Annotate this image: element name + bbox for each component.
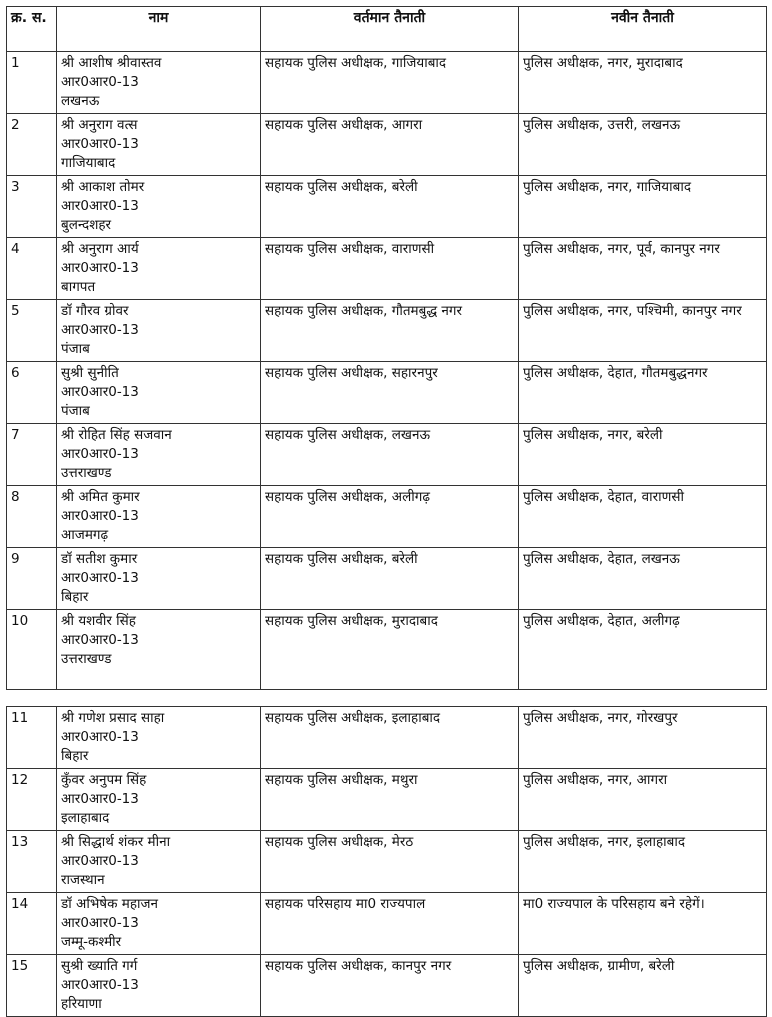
current-posting: सहायक पुलिस अधीक्षक, लखनऊ	[265, 427, 431, 443]
officer-name: श्री अमित कुमार	[61, 489, 140, 505]
officer-name: श्री आकाश तोमर	[61, 179, 145, 195]
new-posting-cell	[519, 769, 767, 831]
table-row	[7, 486, 767, 548]
current-posting-cell	[261, 176, 519, 238]
serial-number-cell	[7, 238, 57, 300]
officer-name: सुश्री सुनीति	[61, 365, 119, 381]
officer-name: श्री अनुराग आर्य	[61, 241, 139, 257]
officer-batch: आर0आर0-13	[61, 136, 139, 152]
current-posting-cell	[261, 362, 519, 424]
officer-batch: आर0आर0-13	[61, 260, 139, 276]
serial-number: 8	[11, 489, 20, 505]
header-serial: क्र. स.	[7, 7, 57, 52]
new-posting: पुलिस अधीक्षक, देहात, लखनऊ	[523, 551, 680, 567]
officer-home-state: बागपत	[61, 279, 96, 295]
officer-home-state: पंजाब	[61, 341, 90, 357]
new-posting-cell	[519, 424, 767, 486]
officer-cell	[57, 52, 261, 114]
officer-cell	[57, 955, 261, 1017]
officer-cell	[57, 831, 261, 893]
serial-number: 12	[11, 772, 29, 788]
officer-home-state: बिहार	[61, 589, 89, 605]
new-posting: पुलिस अधीक्षक, नगर, पश्चिमी, कानपुर नगर	[523, 303, 742, 319]
current-posting: सहायक पुलिस अधीक्षक, आगरा	[265, 117, 423, 133]
current-posting: सहायक परिसहाय मा0 राज्यपाल	[265, 896, 426, 912]
officer-cell	[57, 893, 261, 955]
table-row	[7, 300, 767, 362]
current-posting: सहायक पुलिस अधीक्षक, बरेली	[265, 179, 418, 195]
serial-number: 14	[11, 896, 29, 912]
current-posting: सहायक पुलिस अधीक्षक, अलीगढ़	[265, 489, 430, 505]
officer-name: श्री यशवीर सिंह	[61, 613, 136, 629]
current-posting: सहायक पुलिस अधीक्षक, मथुरा	[265, 772, 418, 788]
serial-number-cell	[7, 300, 57, 362]
serial-number: 15	[11, 958, 29, 974]
header-current-posting: वर्तमान तैनाती	[261, 7, 519, 52]
serial-number: 5	[11, 303, 20, 319]
officer-cell	[57, 176, 261, 238]
table-header-row	[7, 7, 767, 52]
officer-name: श्री रोहित सिंह सजवान	[61, 427, 172, 443]
new-posting: पुलिस अधीक्षक, देहात, गौतमबुद्धनगर	[523, 365, 708, 381]
serial-number-cell	[7, 176, 57, 238]
new-posting: पुलिस अधीक्षक, नगर, पूर्व, कानपुर नगर	[523, 241, 720, 257]
header-name: नाम	[57, 7, 261, 52]
table-row	[7, 424, 767, 486]
transfer-table-part-2	[6, 706, 767, 1017]
current-posting-cell	[261, 831, 519, 893]
serial-number-cell	[7, 955, 57, 1017]
officer-name: श्री अनुराग वत्स	[61, 117, 138, 133]
officer-name: सुश्री ख्याति गर्ग	[61, 958, 138, 974]
new-posting-cell	[519, 176, 767, 238]
new-posting: पुलिस अधीक्षक, नगर, बरेली	[523, 427, 663, 443]
table-row	[7, 176, 767, 238]
officer-batch: आर0आर0-13	[61, 853, 139, 869]
current-posting: सहायक पुलिस अधीक्षक, इलाहाबाद	[265, 710, 441, 726]
table-row	[7, 769, 767, 831]
officer-name: श्री आशीष श्रीवास्तव	[61, 55, 162, 71]
officer-batch: आर0आर0-13	[61, 384, 139, 400]
table-row	[7, 238, 767, 300]
table-row	[7, 893, 767, 955]
officer-name: श्री सिद्धार्थ शंकर मीना	[61, 834, 171, 850]
officer-home-state: इलाहाबाद	[61, 810, 110, 826]
officer-home-state: हरियाणा	[61, 996, 102, 1012]
officer-batch: आर0आर0-13	[61, 570, 139, 586]
officer-cell	[57, 114, 261, 176]
new-posting-cell	[519, 486, 767, 548]
table-row	[7, 52, 767, 114]
serial-number-cell	[7, 610, 57, 690]
current-posting: सहायक पुलिस अधीक्षक, मेरठ	[265, 834, 414, 850]
serial-number-cell	[7, 548, 57, 610]
table-row	[7, 831, 767, 893]
officer-batch: आर0आर0-13	[61, 977, 139, 993]
serial-number: 2	[11, 117, 20, 133]
new-posting: पुलिस अधीक्षक, देहात, वाराणसी	[523, 489, 684, 505]
officer-name: डॉ सतीश कुमार	[61, 551, 138, 567]
officer-home-state: उत्तराखण्ड	[61, 465, 112, 481]
current-posting: सहायक पुलिस अधीक्षक, सहारनपुर	[265, 365, 438, 381]
officer-batch: आर0आर0-13	[61, 198, 139, 214]
current-posting-cell	[261, 769, 519, 831]
serial-number-cell	[7, 486, 57, 548]
table-row	[7, 362, 767, 424]
new-posting-cell	[519, 893, 767, 955]
new-posting: पुलिस अधीक्षक, ग्रामीण, बरेली	[523, 958, 675, 974]
current-posting: सहायक पुलिस अधीक्षक, गाजियाबाद	[265, 55, 447, 71]
officer-home-state: बिहार	[61, 748, 89, 764]
serial-number-cell	[7, 114, 57, 176]
table-row	[7, 548, 767, 610]
new-posting: पुलिस अधीक्षक, उत्तरी, लखनऊ	[523, 117, 681, 133]
transfer-table-part-1	[6, 6, 767, 690]
current-posting: सहायक पुलिस अधीक्षक, कानपुर नगर	[265, 958, 452, 974]
new-posting-cell	[519, 362, 767, 424]
officer-batch: आर0आर0-13	[61, 791, 139, 807]
current-posting: सहायक पुलिस अधीक्षक, मुरादाबाद	[265, 613, 438, 629]
officer-cell	[57, 610, 261, 690]
officer-cell	[57, 769, 261, 831]
officer-batch: आर0आर0-13	[61, 508, 139, 524]
current-posting-cell	[261, 707, 519, 769]
new-posting: मा0 राज्यपाल के परिसहाय बने रहेगें।	[523, 896, 705, 912]
new-posting: पुलिस अधीक्षक, नगर, मुरादाबाद	[523, 55, 683, 71]
table-row	[7, 610, 767, 690]
current-posting-cell	[261, 893, 519, 955]
current-posting-cell	[261, 300, 519, 362]
new-posting-cell	[519, 300, 767, 362]
serial-number-cell	[7, 52, 57, 114]
table-row	[7, 707, 767, 769]
serial-number: 1	[11, 55, 20, 71]
new-posting: पुलिस अधीक्षक, नगर, आगरा	[523, 772, 668, 788]
officer-batch: आर0आर0-13	[61, 729, 139, 745]
officer-batch: आर0आर0-13	[61, 74, 139, 90]
officer-cell	[57, 300, 261, 362]
current-posting-cell	[261, 424, 519, 486]
current-posting-cell	[261, 238, 519, 300]
officer-cell	[57, 548, 261, 610]
officer-home-state: लखनऊ	[61, 93, 100, 109]
serial-number-cell	[7, 831, 57, 893]
serial-number-cell	[7, 769, 57, 831]
serial-number: 10	[11, 613, 29, 629]
new-posting-cell	[519, 238, 767, 300]
officer-name: डॉ अभिषेक महाजन	[61, 896, 159, 912]
serial-number-cell	[7, 362, 57, 424]
serial-number-cell	[7, 424, 57, 486]
new-posting-cell	[519, 610, 767, 690]
new-posting: पुलिस अधीक्षक, नगर, गोरखपुर	[523, 710, 678, 726]
officer-cell	[57, 362, 261, 424]
current-posting-cell	[261, 114, 519, 176]
officer-batch: आर0आर0-13	[61, 446, 139, 462]
officer-home-state: जम्मू-कश्मीर	[61, 934, 122, 950]
current-posting: सहायक पुलिस अधीक्षक, गौतमबुद्ध नगर	[265, 303, 463, 319]
table-row	[7, 955, 767, 1017]
new-posting-cell	[519, 831, 767, 893]
new-posting-cell	[519, 955, 767, 1017]
new-posting: पुलिस अधीक्षक, नगर, इलाहाबाद	[523, 834, 685, 850]
current-posting: सहायक पुलिस अधीक्षक, बरेली	[265, 551, 418, 567]
current-posting: सहायक पुलिस अधीक्षक, वाराणसी	[265, 241, 435, 257]
new-posting: पुलिस अधीक्षक, देहात, अलीगढ़	[523, 613, 680, 629]
officer-batch: आर0आर0-13	[61, 915, 139, 931]
current-posting-cell	[261, 610, 519, 690]
new-posting-cell	[519, 114, 767, 176]
serial-number: 4	[11, 241, 20, 257]
table-row	[7, 114, 767, 176]
new-posting-cell	[519, 707, 767, 769]
officer-home-state: पंजाब	[61, 403, 90, 419]
officer-batch: आर0आर0-13	[61, 322, 139, 338]
new-posting-cell	[519, 52, 767, 114]
officer-home-state: गाजियाबाद	[61, 155, 116, 171]
current-posting-cell	[261, 52, 519, 114]
serial-number: 6	[11, 365, 20, 381]
officer-cell	[57, 486, 261, 548]
serial-number: 7	[11, 427, 20, 443]
officer-name: डॉ गौरव ग्रोवर	[61, 303, 129, 319]
current-posting-cell	[261, 548, 519, 610]
officer-home-state: उत्तराखण्ड	[61, 651, 112, 667]
serial-number-cell	[7, 707, 57, 769]
officer-name: कुँवर अनुपम सिंह	[61, 772, 147, 788]
officer-cell	[57, 707, 261, 769]
serial-number: 9	[11, 551, 20, 567]
officer-name: श्री गणेश प्रसाद साहा	[61, 710, 165, 726]
new-posting-cell	[519, 548, 767, 610]
officer-home-state: आजमगढ़	[61, 527, 109, 543]
officer-cell	[57, 238, 261, 300]
current-posting-cell	[261, 486, 519, 548]
serial-number: 11	[11, 710, 29, 726]
officer-cell	[57, 424, 261, 486]
header-new-posting: नवीन तैनाती	[519, 7, 767, 52]
officer-home-state: बुलन्दशहर	[61, 217, 112, 233]
officer-home-state: राजस्थान	[61, 872, 105, 888]
serial-number: 13	[11, 834, 29, 850]
current-posting-cell	[261, 955, 519, 1017]
serial-number: 3	[11, 179, 20, 195]
new-posting: पुलिस अधीक्षक, नगर, गाजियाबाद	[523, 179, 691, 195]
officer-batch: आर0आर0-13	[61, 632, 139, 648]
serial-number-cell	[7, 893, 57, 955]
